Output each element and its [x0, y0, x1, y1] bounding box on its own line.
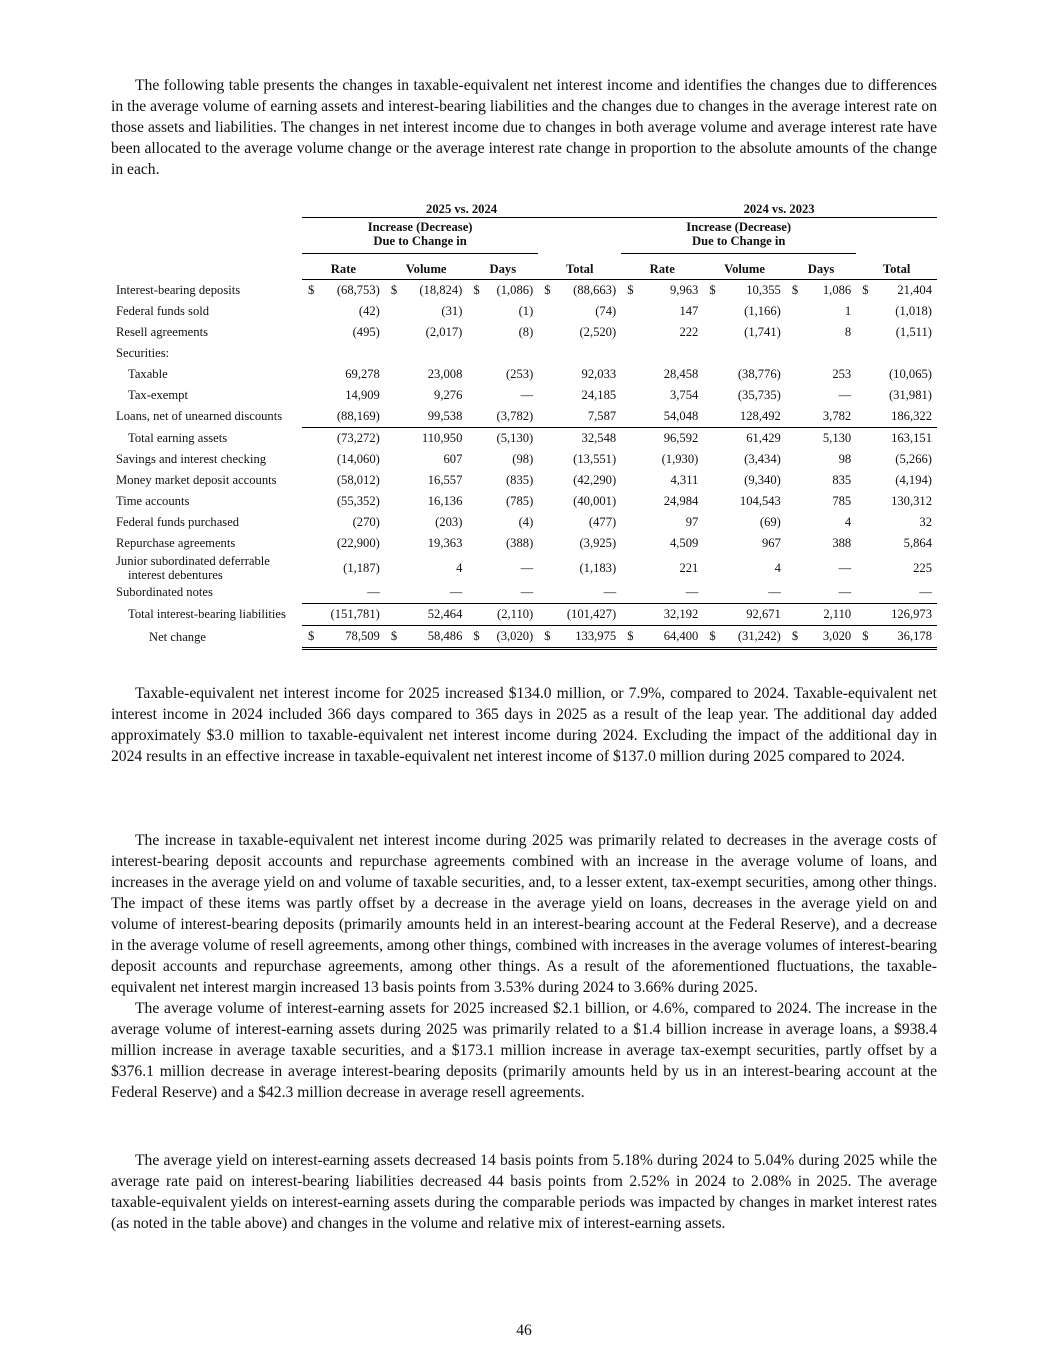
group-header-2024: 2024 vs. 2023: [621, 196, 937, 218]
table-cell: 52,464: [427, 607, 463, 621]
table-cell: 10,355: [746, 283, 781, 297]
page-number: 46: [516, 1322, 532, 1339]
column-header: Total: [538, 254, 621, 280]
row-label: Repurchase agreements: [116, 536, 236, 550]
table-cell: 5,130: [804, 428, 857, 450]
table-cell: 147: [679, 304, 699, 318]
table-cell: 128,492: [739, 409, 781, 423]
table-cell: 36,178: [874, 626, 937, 649]
table-cell: —: [320, 582, 385, 604]
table-cell: (9,340): [744, 473, 781, 487]
column-header-row: [111, 254, 937, 280]
table-cell: (3,020): [485, 626, 538, 649]
group-header-2025: 2025 vs. 2024: [302, 196, 621, 218]
table-cell: 24,984: [663, 494, 699, 508]
column-header: Total: [856, 254, 937, 280]
table-cell: 4,509: [669, 536, 699, 550]
table-cell: (73,272): [320, 428, 385, 450]
table-row: [111, 280, 937, 302]
table-cell: (58,012): [336, 473, 380, 487]
table-cell: —: [838, 560, 852, 575]
table-cell: —: [639, 582, 704, 604]
table-row: [111, 343, 937, 364]
table-cell: (1,183): [579, 560, 617, 575]
table-cell: (1,018): [895, 304, 932, 318]
table-cell: 3,754: [669, 388, 699, 402]
table-cell: 388: [832, 536, 852, 550]
table-row: [111, 554, 937, 582]
table-cell: (101,427): [566, 607, 617, 621]
dollar-sign: $: [709, 283, 716, 297]
table-cell: (74): [595, 304, 617, 318]
table-cell: (10,065): [888, 367, 932, 381]
table-cell: (5,266): [895, 452, 932, 466]
table-cell: (13,551): [573, 452, 617, 466]
dollar-sign: $: [385, 626, 403, 649]
table-cell: 32: [919, 515, 932, 529]
column-header: Days: [786, 254, 856, 280]
table-cell: —: [556, 582, 621, 604]
table-cell: 21,404: [897, 283, 932, 297]
table-cell: —: [721, 582, 786, 604]
paragraph-3: The average volume of interest-earning assets for 2025 increased $2.1 billion, or 4.6%, compared to 2024. The increase in the average volume of interest-earning assets during 2025 was primarily related to a $1.4 billion increase in average loans, a $938.4 million increase in average taxable securities, and a $173.1 million increase in average tax-exempt securities, partly offset by a $376.1 million decrease in average interest-bearing deposits (primarily amounts held by us in an interest-bearing account at the Federal Reserve) and a $42.3 million decrease in average resell agreements.: [111, 1000, 937, 1101]
table-cell: 14,909: [345, 388, 380, 402]
dollar-sign: $: [627, 283, 634, 297]
table-cell: (1,187): [343, 560, 380, 575]
table-cell: 221: [679, 560, 699, 575]
table-cell: (31): [441, 304, 463, 318]
table-row: [111, 406, 937, 428]
table-cell: (1,511): [895, 325, 932, 339]
table-row: [111, 385, 937, 406]
table-cell: (835): [505, 473, 534, 487]
table-cell: —: [520, 560, 534, 575]
table-cell: 104,543: [739, 494, 781, 508]
table-cell: —: [804, 582, 857, 604]
table-cell: 133,975: [556, 626, 621, 649]
dollar-sign: $: [467, 626, 485, 649]
table-cell: (40,001): [573, 494, 617, 508]
column-header: Volume: [703, 254, 786, 280]
table-row: [111, 491, 937, 512]
table-cell: 4: [844, 515, 852, 529]
column-header: Volume: [385, 254, 468, 280]
table-cell: (203): [435, 515, 463, 529]
table-row: [111, 322, 937, 343]
row-label: Total earning assets: [128, 430, 228, 445]
table-cell: (88,169): [336, 409, 380, 423]
table-cell: 23,008: [427, 367, 463, 381]
paragraph-2: The increase in taxable-equivalent net interest income during 2025 was primarily related to decreases in the average costs of interest-bearing deposit accounts and repurchase agreements combined with an increase in the average volume of loans, and increases in the average yield on and volume of taxable securities, and, to a lesser extent, tax-exempt securities, among other things. The impact of these items was partly offset by a decrease in the average yield on loans, decreases in the average yield on and volume of interest-bearing deposits (primarily amounts held in an interest-bearing account at the Federal Reserve), and a decrease in the average volume of resell agreements, among other things, combined with increases in the average volumes of interest-bearing deposit accounts and repurchase agreements, among other things. As a result of the aforementioned fluctuations, the taxable-equivalent net interest margin increased 13 basis points from 3.53% during 2024 to 3.66% during 2025.: [111, 832, 937, 996]
table-cell: 8: [844, 325, 852, 339]
table-cell: (42,290): [573, 473, 617, 487]
table-cell: 5,864: [903, 536, 932, 550]
table-cell: (5,130): [485, 428, 538, 450]
table-cell: 3,020: [804, 626, 857, 649]
row-label: Loans, net of unearned discounts: [116, 409, 283, 424]
table-cell: —: [485, 582, 538, 604]
table-cell: 32,548: [556, 428, 621, 450]
paragraph-4: The average yield on interest-earning assets decreased 14 basis points from 5.18% during 2024 to 5.04% during 2025 while the average rate paid on interest-bearing liabilities decreased 44 basis points from 2.52% in 2024 to 2.08% in 2025. The average taxable-equivalent yields on interest-earning assets during the comparable periods was impacted by changes in market interest rates (as noted in the table above) and changes in the volume and relative mix of interest-earning assets.: [111, 1152, 937, 1232]
table-cell: (42): [358, 304, 380, 318]
table-row: [111, 449, 937, 470]
table-cell: (1,930): [661, 452, 699, 466]
table-cell: (69): [759, 515, 781, 529]
paragraph-1: Taxable-equivalent net interest income for 2025 increased $134.0 million, or 7.9%, compared to 2024. Taxable-equivalent net interest income in 2024 included 366 days compared to 365 days in 2025 as a result of the leap year. The additional day added approximately $3.0 million to taxable-equivalent net interest income during 2024. Excluding the impact of the additional day in 2024 results in an effective increase in taxable-equivalent net interest income of $137.0 million during 2025 compared to 2024.: [111, 685, 937, 765]
table-row: [111, 626, 937, 649]
dollar-sign: $: [621, 626, 639, 649]
table-cell: (35,735): [737, 388, 781, 402]
table-cell: 9,276: [434, 388, 463, 402]
table-cell: (68,753): [336, 283, 380, 297]
table-cell: (477): [588, 515, 617, 529]
table-cell: (1,086): [496, 283, 534, 297]
table-cell: 78,509: [320, 626, 385, 649]
rate-volume-table: [111, 196, 937, 650]
table-cell: (495): [352, 325, 380, 339]
row-label: Interest-bearing deposits: [116, 282, 241, 297]
table-cell: (785): [505, 494, 534, 508]
row-label: Federal funds sold: [116, 304, 210, 318]
table-cell: (18,824): [419, 283, 463, 297]
table-row: [111, 470, 937, 491]
table-cell: (3,925): [579, 536, 617, 550]
table-cell: 9,963: [669, 283, 699, 297]
table-cell: 253: [832, 367, 852, 381]
table-cell: 7,587: [587, 409, 617, 423]
table-cell: 110,950: [403, 428, 468, 450]
table-cell: 24,185: [581, 388, 617, 402]
table-cell: 225: [913, 560, 932, 575]
row-label: Net change: [149, 629, 206, 644]
column-header: Rate: [302, 254, 385, 280]
table-cell: (22,900): [336, 536, 380, 550]
table-cell: 222: [679, 325, 699, 339]
intro-paragraph: The following table presents the changes in taxable-equivalent net interest income and identifies the changes due to differences in the average volume of earning assets and interest-bearing liabilities and the changes due to changes in the average interest rate on those assets and liabilities. The changes in net interest income due to changes in both average volume and average interest rate have been allocated to the average volume change or the average interest rate change in proportion to the absolute amounts of the change in each.: [111, 77, 937, 178]
dollar-sign: $: [473, 283, 480, 297]
table-row: [111, 604, 937, 626]
table-cell: —: [874, 582, 937, 604]
table-cell: 1: [844, 304, 852, 318]
table-cell: 4: [774, 560, 781, 575]
table-cell: 54,048: [663, 409, 699, 423]
table-cell: (31,242): [721, 626, 786, 649]
table-cell: (253): [505, 367, 534, 381]
dollar-sign: $: [307, 283, 315, 297]
table-cell: (2,017): [425, 325, 463, 339]
subheader-2024: Increase (Decrease) Due to Change in: [621, 218, 856, 254]
table-cell: 130,312: [891, 494, 932, 508]
row-label: Taxable: [128, 367, 168, 381]
table-cell: 92,033: [581, 367, 617, 381]
table-cell: 967: [761, 536, 781, 550]
dollar-sign: $: [703, 626, 721, 649]
table-cell: 58,486: [403, 626, 468, 649]
table-row: [111, 428, 937, 450]
table-cell: 98: [838, 452, 852, 466]
dollar-sign: $: [862, 283, 869, 297]
dollar-sign: $: [856, 626, 874, 649]
table-cell: 16,557: [427, 473, 463, 487]
dollar-sign: $: [302, 626, 320, 649]
table-cell: 186,322: [891, 409, 932, 423]
row-label: Resell agreements: [116, 325, 208, 339]
table-cell: (3,782): [496, 409, 534, 423]
dollar-sign: $: [538, 626, 556, 649]
table-cell: 2,110: [823, 607, 852, 621]
table-cell: (88,663): [573, 283, 617, 297]
table-cell: 61,429: [721, 428, 786, 450]
dollar-sign: $: [791, 283, 799, 297]
table-cell: 1,086: [822, 283, 852, 297]
row-label: Junior subordinated deferrable interest debentures: [116, 554, 270, 582]
row-label: Federal funds purchased: [116, 515, 240, 529]
table-cell: 835: [832, 473, 852, 487]
row-label: Time accounts: [116, 494, 190, 508]
table-cell: (2,520): [579, 325, 617, 339]
table-cell: 19,363: [427, 536, 463, 550]
row-label: Tax-exempt: [128, 388, 188, 402]
row-label: Total interest-bearing liabilities: [128, 607, 286, 621]
table-cell: —: [403, 582, 468, 604]
table-cell: (55,352): [336, 494, 380, 508]
table-row: [111, 512, 937, 533]
table-cell: 16,136: [427, 494, 463, 508]
table-cell: 607: [443, 452, 463, 466]
table-cell: 69,278: [345, 367, 380, 381]
dollar-sign: $: [544, 283, 551, 297]
table-cell: 4: [456, 560, 463, 575]
table-row: [111, 533, 937, 554]
table-cell: 785: [832, 494, 852, 508]
row-label: Savings and interest checking: [116, 452, 267, 466]
table-cell: (98): [512, 452, 534, 466]
table-cell: 96,592: [639, 428, 704, 450]
table-cell: (1,741): [744, 325, 781, 339]
table-cell: (388): [505, 536, 534, 550]
table-cell: (38,776): [737, 367, 781, 381]
row-label: Money market deposit accounts: [116, 473, 277, 487]
table-cell: (4,194): [895, 473, 932, 487]
table-cell: 64,400: [639, 626, 704, 649]
table-cell: (3,434): [744, 452, 781, 466]
table-cell: (14,060): [336, 452, 380, 466]
table-cell: —: [838, 388, 852, 402]
table-cell: 163,151: [874, 428, 937, 450]
dollar-sign: $: [390, 283, 398, 297]
table-cell: (2,110): [497, 607, 534, 621]
table-cell: 32,192: [663, 607, 699, 621]
table-cell: (1): [518, 304, 534, 318]
table-cell: (270): [352, 515, 380, 529]
row-label: Securities:: [116, 346, 170, 360]
table-cell: 28,458: [663, 367, 699, 381]
table-cell: 92,671: [746, 607, 781, 621]
table-cell: (151,781): [330, 607, 380, 621]
table-cell: (31,981): [888, 388, 932, 402]
row-label: Subordinated notes: [116, 585, 213, 600]
subheader-2025: Increase (Decrease) Due to Change in: [302, 218, 538, 254]
table-cell: 99,538: [427, 409, 463, 423]
table-row: [111, 582, 937, 604]
table-cell: 126,973: [891, 607, 932, 621]
table-cell: 3,782: [822, 409, 852, 423]
table-cell: (8): [518, 325, 534, 339]
table-cell: —: [520, 388, 534, 402]
table-row: [111, 301, 937, 322]
column-header: Days: [467, 254, 538, 280]
table-cell: 4,311: [670, 473, 699, 487]
table-cell: (4): [518, 515, 534, 529]
column-header: Rate: [621, 254, 703, 280]
table-row: [111, 364, 937, 385]
table-cell: (1,166): [744, 304, 781, 318]
table-cell: 97: [685, 515, 699, 529]
dollar-sign: $: [786, 626, 804, 649]
